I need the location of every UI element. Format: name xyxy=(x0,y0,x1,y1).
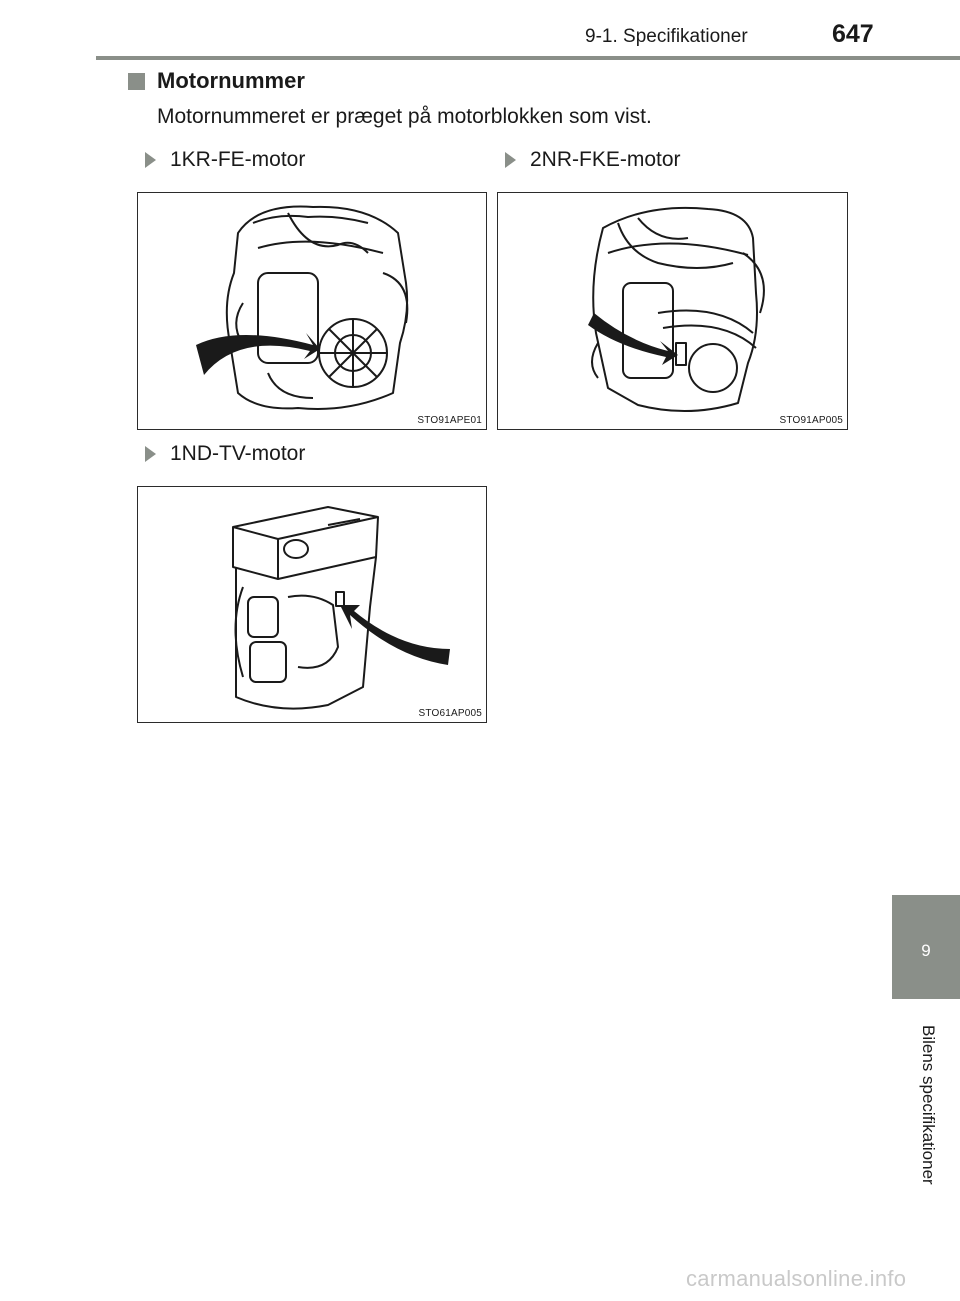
triangle-bullet-icon xyxy=(145,446,156,462)
running-header-title: 9-1. Specifikationer xyxy=(585,26,748,47)
engine-illustration-icon xyxy=(498,193,847,429)
figure-code: STO61AP005 xyxy=(418,708,482,719)
page-number: 647 xyxy=(832,20,874,48)
chapter-number: 9 xyxy=(921,941,931,960)
figure-caption-1kr xyxy=(145,148,305,172)
caption-text: 1KR-FE-motor xyxy=(170,148,306,171)
intro-paragraph: Motornummeret er præget på motorblokken som vist. xyxy=(157,105,652,128)
figure-code: STO91AP005 xyxy=(779,415,843,426)
caption-text: 1ND-TV-motor xyxy=(170,442,306,465)
figure-1nd-engine xyxy=(137,486,487,723)
engine-illustration-icon xyxy=(138,487,486,722)
watermark-text: carmanualsonline.info xyxy=(686,1266,907,1291)
figure-2nr-engine xyxy=(497,192,848,430)
figure-caption-1nd xyxy=(145,442,305,466)
engine-illustration-icon xyxy=(138,193,486,429)
triangle-bullet-icon xyxy=(145,152,156,168)
section-marker-square xyxy=(128,73,145,90)
section-heading: Motornummer xyxy=(157,68,305,93)
chapter-side-label: Bilens specifikationer xyxy=(919,1025,938,1185)
figure-caption-2nr xyxy=(505,148,681,172)
caption-text: 2NR-FKE-motor xyxy=(530,148,681,171)
figure-code: STO91APE01 xyxy=(417,415,482,426)
header-rule xyxy=(96,56,960,60)
figure-1kr-engine xyxy=(137,192,487,430)
chapter-side-tab xyxy=(892,895,960,999)
indicator-arrow-icon xyxy=(340,605,450,665)
triangle-bullet-icon xyxy=(505,152,516,168)
